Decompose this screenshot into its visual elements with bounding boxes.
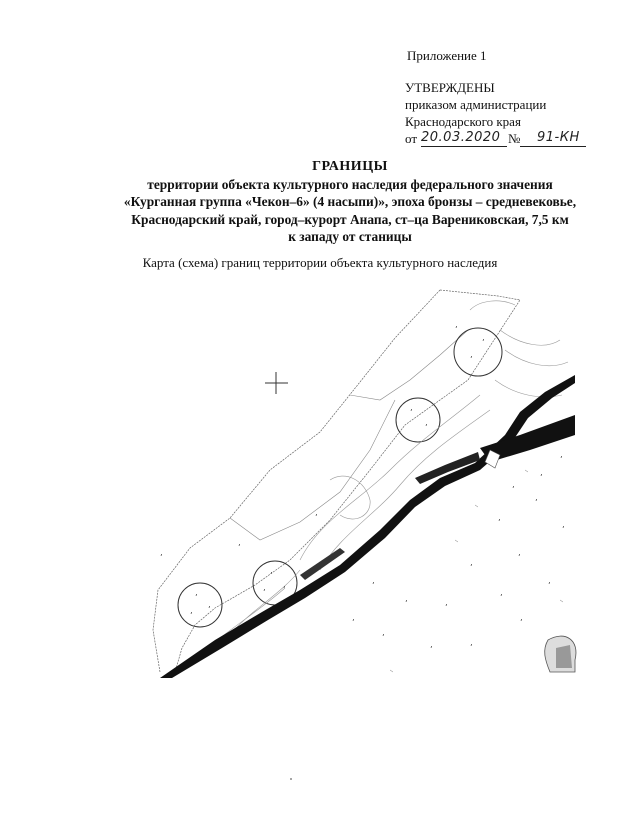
svg-text:ʼ: ʼ: [498, 518, 501, 527]
boundary-map: [0, 278, 640, 688]
svg-text:ʼ: ʼ: [512, 485, 515, 494]
svg-text:ʼ: ʼ: [482, 338, 485, 347]
svg-text:ʼ: ʼ: [315, 513, 318, 522]
svg-text:ʼ: ʼ: [540, 473, 543, 482]
handwritten-order-number: 91-КН: [537, 130, 580, 145]
svg-text:ʼ: ʼ: [520, 618, 523, 627]
mound-circle: [454, 328, 502, 376]
svg-text:ʼ: ʼ: [410, 408, 413, 417]
svg-text:ʼ: ʼ: [208, 605, 211, 614]
svg-text:ʼ: ʼ: [500, 593, 503, 602]
mound-circle: [396, 398, 440, 442]
svg-text:ʼ: ʼ: [372, 581, 375, 590]
svg-text:ʼ: ʼ: [382, 633, 385, 642]
svg-text:ʼ: ʼ: [455, 325, 458, 334]
svg-text:ʼ: ʼ: [562, 525, 565, 534]
svg-text:ʼ: ʼ: [470, 355, 473, 364]
appendix-label: Приложение 1: [407, 48, 487, 63]
svg-text:ʼ: ʼ: [405, 599, 408, 608]
number-underline: [520, 146, 586, 147]
title-line-3: Краснодарский край, город–курорт Анапа, ст–ца Варениковская, 7,5 км: [131, 211, 569, 227]
map-caption: Карта (схема) границ территории объекта культурного наследия: [142, 255, 498, 270]
svg-text:ʼ: ʼ: [270, 571, 273, 580]
svg-text:ʼ: ʼ: [195, 593, 198, 602]
crosshair-marker: [265, 372, 288, 394]
svg-text:ʼ: ʼ: [445, 603, 448, 612]
from-label: от: [405, 131, 418, 146]
svg-text:ʼ: ʼ: [238, 543, 241, 552]
contour-lines: [205, 301, 568, 650]
order-line: [405, 130, 580, 148]
date-underline: [421, 146, 507, 147]
number-label: №: [508, 131, 521, 146]
road: [160, 375, 575, 678]
mound-circle: [178, 583, 222, 627]
approved-label: УТВЕРЖДЕНЫ: [405, 80, 495, 95]
svg-text:ʼ: ʼ: [470, 643, 473, 652]
svg-text:ʼ: ʼ: [518, 553, 521, 562]
scan-speck: [290, 778, 292, 780]
title-line-4: к западу от станицы: [288, 229, 412, 244]
svg-text:ʼ: ʼ: [425, 423, 428, 432]
svg-text:ʼ: ʼ: [548, 581, 551, 590]
title-heading: ГРАНИЦЫ: [312, 159, 388, 174]
handwritten-date: 20.03.2020: [421, 130, 501, 145]
svg-text:ʼ: ʼ: [190, 611, 193, 620]
svg-text:ʼ: ʼ: [560, 455, 563, 464]
svg-text:ʼ: ʼ: [352, 618, 355, 627]
approved-by-line-2: Краснодарского края: [405, 114, 521, 129]
svg-text:ʼ: ʼ: [263, 588, 266, 597]
svg-text:ʼ: ʼ: [535, 498, 538, 507]
territory-boundary-lower: [153, 290, 440, 672]
svg-text:ʼ: ʼ: [430, 645, 433, 654]
document-title: [60, 158, 640, 246]
approved-by-line-1: приказом администрации: [405, 97, 547, 112]
title-line-1: территории объекта культурного наследия федерального значения: [147, 176, 553, 192]
svg-text:ʼ: ʼ: [283, 585, 286, 594]
approval-block: [405, 79, 580, 148]
svg-text:ʼ: ʼ: [470, 563, 473, 572]
svg-text:ʼ: ʼ: [160, 553, 163, 562]
title-line-2: «Курганная группа «Чекон–6» (4 насыпи)», эпоха бронзы – средневековье,: [123, 194, 577, 209]
